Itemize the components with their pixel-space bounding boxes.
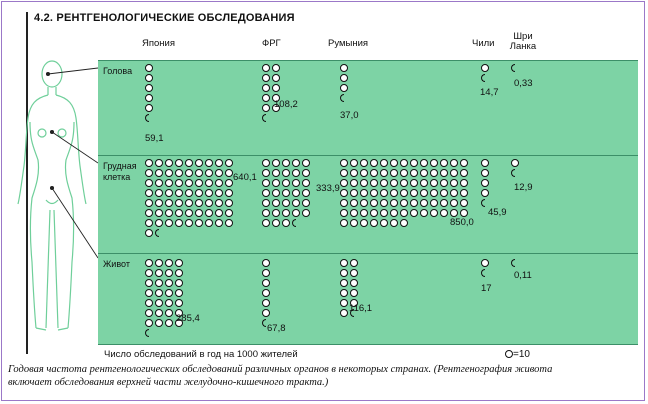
pictogram-circle — [410, 199, 418, 207]
pictogram-circle — [340, 259, 348, 267]
pictogram-circle — [165, 299, 173, 307]
value-label: 333,9 — [316, 183, 340, 194]
row-label-chest-line1: Грудная — [103, 161, 137, 171]
caption-line-1: Годовая частота рентгенологических обследований различных органов в некоторых странах. (Рентгенография живота — [8, 364, 553, 375]
pictogram-circle — [400, 169, 408, 177]
pictogram-circle — [215, 159, 223, 167]
pictogram-circle — [390, 209, 398, 217]
pictogram-circle — [380, 219, 388, 227]
pictogram-partial-circle — [145, 329, 149, 337]
pictogram-circle — [262, 74, 270, 82]
value-label: 59,1 — [145, 133, 164, 144]
pictogram-circle — [400, 199, 408, 207]
pictogram-circle — [175, 279, 183, 287]
pictogram-circle — [215, 209, 223, 217]
pictogram-circle — [481, 189, 489, 197]
pictogram-circle — [380, 189, 388, 197]
pictogram-circle — [155, 259, 163, 267]
pictogram-circle — [302, 199, 310, 207]
pictogram-circle — [155, 159, 163, 167]
unit-caption: Число обследований в год на 1000 жителей — [104, 349, 298, 360]
pictogram-circle — [175, 179, 183, 187]
country-label-japan: Япония — [142, 38, 175, 49]
legend-text: =10 — [513, 349, 530, 360]
pictogram-circle — [340, 74, 348, 82]
pictogram-circle — [155, 199, 163, 207]
pictogram-circle — [262, 209, 270, 217]
pictogram-circle — [360, 189, 368, 197]
pictogram-circle — [145, 279, 153, 287]
pictogram-circle — [262, 179, 270, 187]
pictogram-circle — [145, 219, 153, 227]
pictogram-circle — [215, 199, 223, 207]
pictogram-circle — [282, 209, 290, 217]
pictogram-circle — [460, 159, 468, 167]
pictogram-circle — [205, 179, 213, 187]
pictogram-circle — [145, 179, 153, 187]
pictogram-circle — [155, 269, 163, 277]
pictogram-circle — [410, 159, 418, 167]
pictogram-circle — [302, 209, 310, 217]
pictogram-circle — [145, 159, 153, 167]
pictogram-circle — [380, 169, 388, 177]
pictogram-circle — [145, 319, 153, 327]
pictogram-circle — [340, 289, 348, 297]
pictogram-circle — [390, 219, 398, 227]
pictogram-circle — [340, 189, 348, 197]
value-label: 45,9 — [488, 207, 507, 218]
pictogram-circle — [165, 169, 173, 177]
pictogram-circle — [145, 104, 153, 112]
pictogram-partial-circle — [262, 319, 266, 327]
pictogram-circle — [390, 159, 398, 167]
pictogram-circle — [440, 159, 448, 167]
pictogram-circle — [400, 209, 408, 217]
pictogram-circle — [430, 159, 438, 167]
pictogram-circle — [350, 199, 358, 207]
pictogram-circle — [165, 319, 173, 327]
pictogram-circle — [282, 199, 290, 207]
pictogram-circle — [360, 219, 368, 227]
pictogram-circle — [400, 179, 408, 187]
pictogram-circle — [195, 209, 203, 217]
pictogram-circle — [440, 189, 448, 197]
pictogram-circle — [340, 209, 348, 217]
pictogram-circle — [175, 299, 183, 307]
pictogram-circle — [460, 179, 468, 187]
value-label: 116,1 — [349, 303, 373, 314]
pictogram-circle — [350, 209, 358, 217]
pictogram-circle — [450, 179, 458, 187]
value-label: 0,11 — [514, 270, 532, 281]
pictogram-circle — [420, 179, 428, 187]
pictogram-circle — [282, 169, 290, 177]
pictogram-circle — [145, 84, 153, 92]
pictogram-circle — [262, 199, 270, 207]
pictogram-circle — [185, 179, 193, 187]
pictogram-circle — [450, 189, 458, 197]
pictogram-circle — [165, 309, 173, 317]
pictogram-circle — [185, 199, 193, 207]
pictogram-circle — [215, 219, 223, 227]
pictogram-circle — [145, 309, 153, 317]
pictogram-circle — [350, 189, 358, 197]
pictogram-circle — [390, 189, 398, 197]
pictogram-circle — [175, 289, 183, 297]
pictogram-circle — [145, 64, 153, 72]
pictogram-circle — [165, 219, 173, 227]
pictogram-circle — [410, 179, 418, 187]
pictogram-circle — [195, 199, 203, 207]
chart-title: 4.2. РЕНТГЕНОЛОГИЧЕСКИЕ ОБСЛЕДОВАНИЯ — [34, 12, 295, 24]
pictogram-circle — [155, 299, 163, 307]
pictogram-circle — [360, 159, 368, 167]
pictogram-circle — [440, 209, 448, 217]
pictogram-circle — [272, 189, 280, 197]
pictogram-circle — [302, 179, 310, 187]
pictogram-partial-circle — [145, 114, 149, 122]
pictogram-circle — [145, 74, 153, 82]
country-label-frg: ФРГ — [262, 38, 281, 49]
pictogram-circle — [145, 289, 153, 297]
pictogram-circle — [350, 169, 358, 177]
pictogram-circle — [272, 84, 280, 92]
value-label: 17 — [481, 283, 492, 294]
row-divider — [98, 60, 638, 61]
pictogram-circle — [340, 199, 348, 207]
row-divider — [98, 344, 638, 345]
pictogram-partial-circle — [511, 64, 515, 72]
pictogram-circle — [410, 169, 418, 177]
pictogram-circle — [420, 209, 428, 217]
pictogram-circle — [302, 169, 310, 177]
pictogram-circle — [370, 209, 378, 217]
pictogram-circle — [155, 169, 163, 177]
pictogram-circle — [155, 309, 163, 317]
pictogram-circle — [420, 159, 428, 167]
pictogram-circle — [215, 179, 223, 187]
pictogram-circle — [272, 199, 280, 207]
pictogram-circle — [195, 219, 203, 227]
pictogram-circle — [165, 259, 173, 267]
pictogram-circle — [215, 189, 223, 197]
value-label: 37,0 — [340, 110, 359, 121]
pictogram-circle — [225, 189, 233, 197]
pictogram-circle — [390, 169, 398, 177]
pictogram-circle — [262, 169, 270, 177]
pictogram-circle — [165, 209, 173, 217]
pictogram-circle — [185, 219, 193, 227]
pictogram-circle — [225, 169, 233, 177]
pictogram-circle — [165, 159, 173, 167]
pictogram-circle — [340, 269, 348, 277]
pictogram-circle — [145, 199, 153, 207]
pictogram-circle — [262, 159, 270, 167]
pictogram-circle — [262, 84, 270, 92]
pictogram-circle — [440, 179, 448, 187]
pictogram-circle — [155, 279, 163, 287]
pictogram-circle — [360, 169, 368, 177]
pictogram-circle — [145, 189, 153, 197]
pictogram-circle — [185, 159, 193, 167]
pictogram-circle — [175, 219, 183, 227]
pictogram-circle — [262, 279, 270, 287]
value-label: 108,2 — [274, 99, 298, 110]
pictogram-circle — [175, 199, 183, 207]
pictogram-circle — [350, 279, 358, 287]
pictogram-circle — [205, 219, 213, 227]
pictogram-circle — [195, 179, 203, 187]
pictogram-circle — [481, 179, 489, 187]
pictogram-circle — [430, 179, 438, 187]
pictogram-circle — [360, 199, 368, 207]
pictogram-circle — [390, 179, 398, 187]
value-label: 850,0 — [450, 217, 474, 228]
pictogram-circle — [262, 189, 270, 197]
pictogram-circle — [145, 94, 153, 102]
pictogram-circle — [410, 209, 418, 217]
pictogram-circle — [205, 199, 213, 207]
pictogram-circle — [272, 159, 280, 167]
pictogram-partial-circle — [511, 259, 515, 267]
pictogram-partial-circle — [262, 114, 266, 122]
pictogram-circle — [440, 169, 448, 177]
pictogram-circle — [262, 64, 270, 72]
pictogram-circle — [380, 199, 388, 207]
pictogram-circle — [215, 169, 223, 177]
pictogram-circle — [302, 189, 310, 197]
pictogram-circle — [380, 209, 388, 217]
pictogram-circle — [155, 189, 163, 197]
pictogram-circle — [175, 159, 183, 167]
pictogram-circle — [262, 94, 270, 102]
pictogram-circle — [145, 259, 153, 267]
pictogram-circle — [262, 219, 270, 227]
value-label: 285,4 — [176, 313, 200, 324]
pictogram-circle — [410, 189, 418, 197]
pictogram-partial-circle — [481, 74, 485, 82]
pictogram-circle — [292, 179, 300, 187]
pictogram-circle — [225, 199, 233, 207]
pictogram-partial-circle — [340, 94, 344, 102]
pictogram-circle — [272, 64, 280, 72]
pictogram-circle — [205, 209, 213, 217]
pictogram-circle — [282, 189, 290, 197]
pictogram-circle — [292, 169, 300, 177]
pictogram-circle — [340, 299, 348, 307]
pictogram-circle — [292, 159, 300, 167]
body-silhouette — [0, 0, 98, 345]
pictogram-circle — [225, 159, 233, 167]
pictogram-circle — [481, 64, 489, 72]
pictogram-circle — [205, 169, 213, 177]
pictogram-circle — [420, 169, 428, 177]
pictogram-circle — [380, 179, 388, 187]
pictogram-circle — [440, 199, 448, 207]
caption-line-2: включает обследования верхней части желудочно-кишечного тракта.) — [8, 377, 329, 388]
pictogram-circle — [165, 289, 173, 297]
pictogram-circle — [420, 199, 428, 207]
pictogram-circle — [350, 269, 358, 277]
value-label: 640,1 — [233, 172, 257, 183]
pictogram-circle — [175, 189, 183, 197]
pictogram-circle — [340, 309, 348, 317]
pictogram-circle — [350, 159, 358, 167]
pictogram-circle — [390, 199, 398, 207]
pictogram-circle — [155, 179, 163, 187]
row-divider — [98, 253, 638, 254]
pictogram-circle — [145, 209, 153, 217]
pictogram-circle — [165, 179, 173, 187]
legend-circle-icon — [505, 350, 513, 358]
pictogram-circle — [450, 159, 458, 167]
pictogram-circle — [155, 209, 163, 217]
pictogram-circle — [340, 179, 348, 187]
pictogram-circle — [380, 159, 388, 167]
pictogram-circle — [350, 289, 358, 297]
pictogram-circle — [350, 219, 358, 227]
pictogram-circle — [195, 169, 203, 177]
pictogram-partial-circle — [155, 229, 159, 237]
pictogram-circle — [340, 84, 348, 92]
pictogram-circle — [302, 159, 310, 167]
value-label: 12,9 — [514, 182, 533, 193]
pictogram-circle — [481, 169, 489, 177]
pictogram-circle — [185, 209, 193, 217]
pictogram-circle — [370, 159, 378, 167]
pictogram-circle — [145, 269, 153, 277]
country-label-srilanka: Шри Ланка — [509, 31, 537, 52]
pictogram-circle — [165, 189, 173, 197]
row-label-abdomen: Живот — [103, 259, 130, 269]
pictogram-circle — [262, 269, 270, 277]
pictogram-circle — [481, 159, 489, 167]
pictogram-circle — [350, 179, 358, 187]
pictogram-circle — [262, 104, 270, 112]
pictogram-partial-circle — [511, 169, 515, 177]
pictogram-circle — [450, 169, 458, 177]
pictogram-circle — [360, 179, 368, 187]
pictogram-partial-circle — [481, 269, 485, 277]
pictogram-circle — [175, 259, 183, 267]
pictogram-circle — [155, 319, 163, 327]
pictogram-circle — [185, 169, 193, 177]
pictogram-circle — [460, 189, 468, 197]
pictogram-circle — [400, 219, 408, 227]
pictogram-circle — [272, 219, 280, 227]
pictogram-circle — [195, 189, 203, 197]
pictogram-circle — [272, 209, 280, 217]
pictogram-circle — [262, 299, 270, 307]
country-label-romania: Румыния — [328, 38, 369, 49]
pictogram-circle — [272, 179, 280, 187]
pictogram-circle — [370, 179, 378, 187]
pictogram-circle — [165, 269, 173, 277]
pictogram-circle — [460, 169, 468, 177]
pictogram-circle — [400, 189, 408, 197]
pictogram-circle — [165, 279, 173, 287]
pictogram-circle — [340, 159, 348, 167]
pictogram-circle — [370, 169, 378, 177]
pictogram-circle — [400, 159, 408, 167]
pictogram-circle — [145, 169, 153, 177]
pictogram-circle — [370, 189, 378, 197]
pictogram-circle — [430, 189, 438, 197]
pictogram-circle — [185, 189, 193, 197]
pictogram-circle — [420, 189, 428, 197]
pictogram-circle — [155, 219, 163, 227]
pictogram-circle — [262, 259, 270, 267]
pictogram-circle — [511, 159, 519, 167]
pictogram-circle — [340, 279, 348, 287]
pictogram-circle — [370, 199, 378, 207]
pictogram-circle — [360, 209, 368, 217]
pictogram-circle — [292, 189, 300, 197]
pictogram-circle — [460, 199, 468, 207]
pictogram-circle — [272, 74, 280, 82]
pictogram-partial-circle — [292, 219, 296, 227]
row-divider — [98, 155, 638, 156]
pictogram-circle — [225, 179, 233, 187]
pictogram-circle — [370, 219, 378, 227]
pictogram-circle — [225, 209, 233, 217]
figure-caption — [8, 363, 640, 389]
pictogram-circle — [175, 269, 183, 277]
pictogram-circle — [460, 209, 468, 217]
value-label: 67,8 — [267, 323, 286, 334]
pictogram-partial-circle — [481, 199, 485, 207]
pictogram-circle — [225, 219, 233, 227]
pictogram-circle — [282, 159, 290, 167]
row-label-head: Голова — [103, 66, 133, 76]
pictogram-circle — [205, 189, 213, 197]
country-label-chile: Чили — [472, 38, 495, 49]
pictogram-circle — [340, 64, 348, 72]
pictogram-circle — [145, 229, 153, 237]
pictogram-circle — [430, 209, 438, 217]
pictogram-circle — [175, 209, 183, 217]
pictogram-circle — [165, 199, 173, 207]
pictogram-circle — [340, 169, 348, 177]
pictogram-circle — [205, 159, 213, 167]
pictogram-circle — [350, 259, 358, 267]
pictogram-circle — [430, 199, 438, 207]
pictogram-circle — [195, 159, 203, 167]
pictogram-circle — [481, 259, 489, 267]
pictogram-circle — [340, 219, 348, 227]
pictogram-circle — [282, 219, 290, 227]
pictogram-circle — [292, 199, 300, 207]
pictogram-circle — [155, 289, 163, 297]
legend — [505, 349, 530, 360]
pictogram-circle — [272, 169, 280, 177]
value-label: 14,7 — [480, 87, 499, 98]
pictogram-circle — [175, 169, 183, 177]
pictogram-circle — [282, 179, 290, 187]
pictogram-circle — [450, 209, 458, 217]
pictogram-circle — [262, 289, 270, 297]
pictogram-circle — [292, 209, 300, 217]
pictogram-circle — [145, 299, 153, 307]
pictogram-circle — [262, 309, 270, 317]
pictogram-circle — [450, 199, 458, 207]
row-label-chest-line2: клетка — [103, 172, 131, 182]
value-label: 0,33 — [514, 78, 533, 89]
pictogram-circle — [430, 169, 438, 177]
